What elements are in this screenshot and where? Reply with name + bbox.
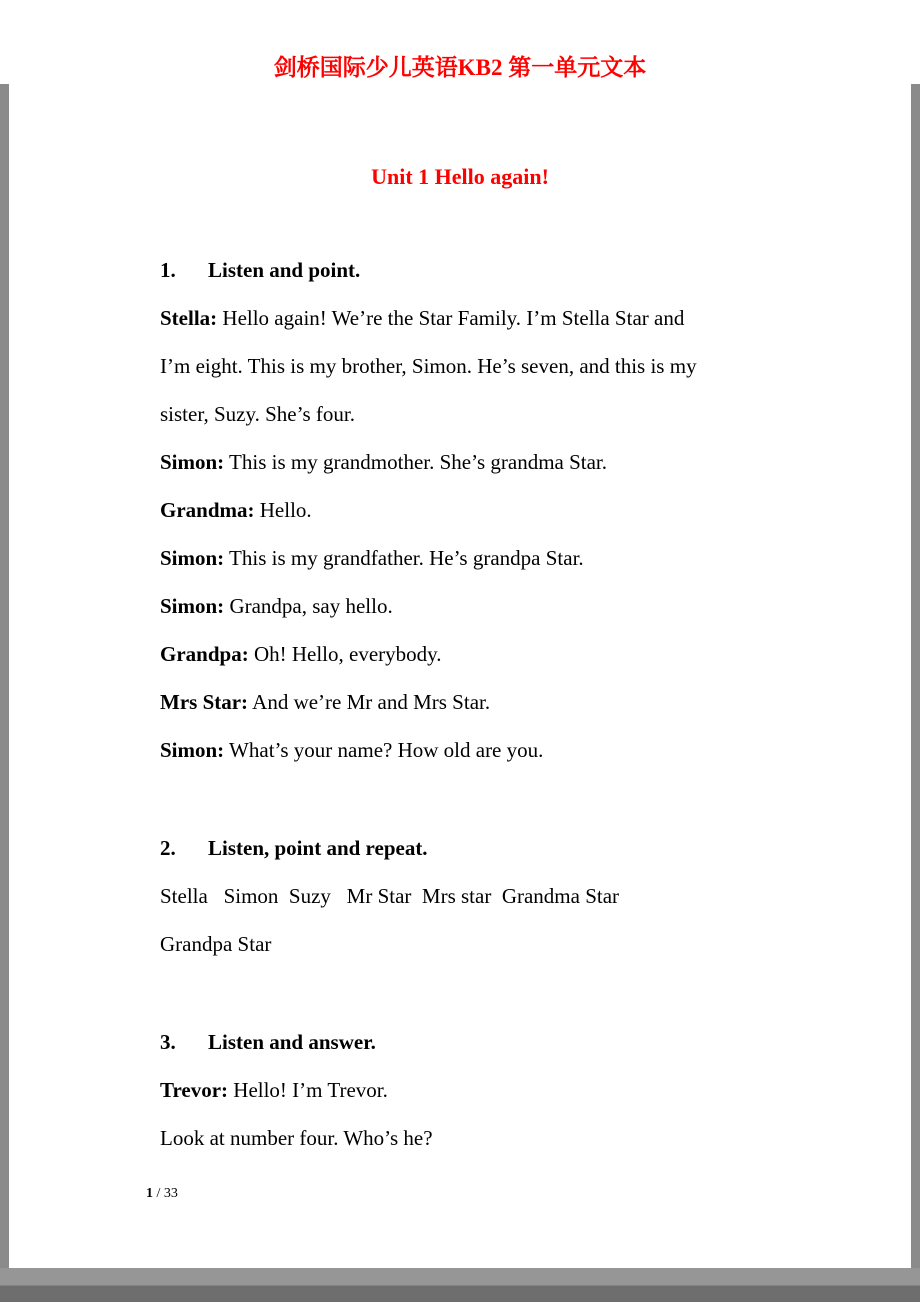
total-pages: 33 (163, 1186, 178, 1201)
section-number: 2. (160, 836, 176, 860)
dialog-text: Hello again! We’re the Star Family. I’m Stella Star and (217, 306, 685, 330)
dialog-text: Look at number four. Who’s he? (160, 1126, 433, 1150)
section-listen-and-point (160, 246, 880, 774)
section-listen-and-answer (160, 1018, 880, 1162)
dialog-line (160, 390, 880, 438)
document-body (0, 246, 920, 1162)
dialog-line (160, 486, 880, 534)
dialog-line (160, 678, 880, 726)
dialog-text: Oh! Hello, everybody. (248, 642, 442, 666)
speaker-name: Simon: (160, 738, 225, 762)
section-heading (160, 246, 880, 294)
dialog-line (160, 1066, 880, 1114)
dialog-line (160, 630, 880, 678)
speaker-name: Trevor: (160, 1078, 229, 1102)
section-number: 3. (160, 1030, 176, 1054)
speaker-name: Simon: (160, 594, 225, 618)
dialog-line (160, 438, 880, 486)
current-page: 1 (146, 1186, 153, 1201)
dialog-line (160, 534, 880, 582)
word-list-text: Stella Simon Suzy Mr Star Mrs star Grandma Star (160, 884, 620, 908)
section-heading-label: Listen, point and repeat. (208, 836, 428, 860)
word-list-line (160, 920, 880, 968)
dialog-text: This is my grandmother. She’s grandma Star. (224, 450, 608, 474)
dialog-text: sister, Suzy. She’s four. (160, 402, 355, 426)
speaker-name: Simon: (160, 546, 225, 570)
section-listen-point-repeat (160, 824, 880, 968)
dialog-text: And we’re Mr and Mrs Star. (248, 690, 491, 714)
dialog-line (160, 294, 880, 342)
dialog-line (160, 582, 880, 630)
viewer-frame-bottom (0, 1268, 920, 1302)
dialog-line (160, 1114, 880, 1162)
dialog-text: I’m eight. This is my brother, Simon. He’s seven, and this is my (160, 354, 697, 378)
section-heading-label: Listen and point. (208, 258, 361, 282)
dialog-line (160, 342, 880, 390)
section-heading-label: Listen and answer. (208, 1030, 376, 1054)
dialog-text: Hello! I’m Trevor. (228, 1078, 388, 1102)
speaker-name: Grandma: (160, 498, 255, 522)
unit-title: Unit 1 Hello again! (371, 164, 549, 189)
word-list-line (160, 872, 880, 920)
section-heading (160, 824, 880, 872)
speaker-name: Grandpa: (160, 642, 249, 666)
viewer-frame-left (0, 84, 9, 1302)
doc-title: 剑桥国际少儿英语KB2 第一单元文本 (273, 55, 647, 80)
dialog-text: Hello. (254, 498, 312, 522)
dialog-line (160, 726, 880, 774)
section-number: 1. (160, 258, 176, 282)
speaker-name: Stella: (160, 306, 218, 330)
dialog-text: Grandpa, say hello. (224, 594, 393, 618)
page-number (146, 1186, 178, 1202)
speaker-name: Simon: (160, 450, 225, 474)
speaker-name: Mrs Star: (160, 690, 249, 714)
dialog-text: This is my grandfather. He’s grandpa Star. (224, 546, 584, 570)
word-list-text: Grandpa Star (160, 932, 272, 956)
dialog-text: What’s your name? How old are you. (224, 738, 544, 762)
page-separator: / (156, 1186, 161, 1201)
section-heading (160, 1018, 880, 1066)
viewer-frame-right (911, 84, 920, 1302)
